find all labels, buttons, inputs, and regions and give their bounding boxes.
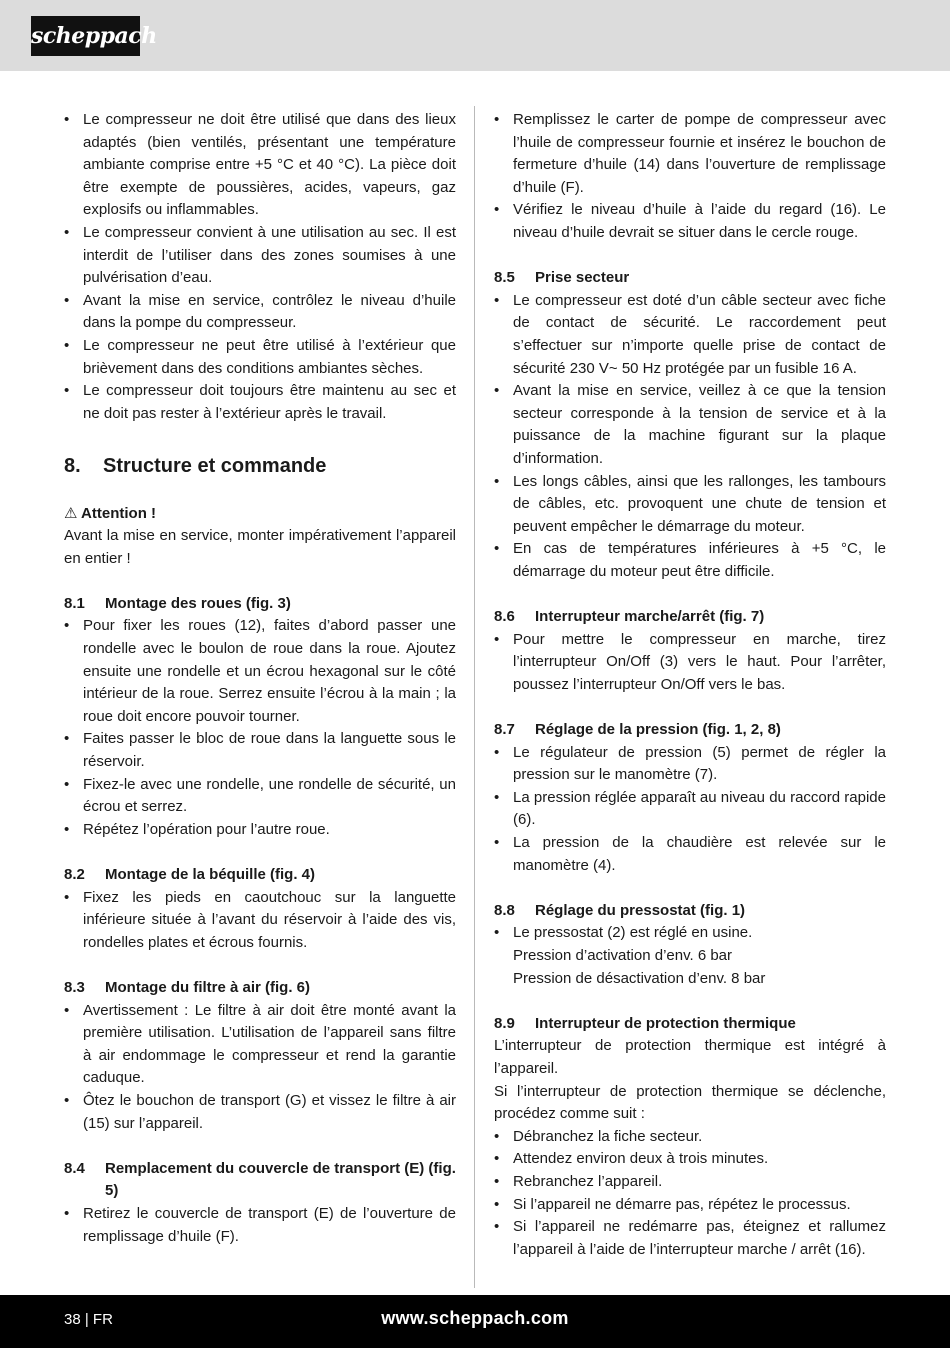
page-footer — [0, 1295, 950, 1348]
list-item: • Retirez le couvercle de transport (E) de l’ouverture de remplissage d’huile (F). — [64, 1203, 456, 1248]
right-column — [494, 109, 886, 1261]
list-item: • Pour fixer les roues (12), faites d’abord passer une rondelle avec le boulon de roue dans la roue. Ajoutez ensuite une rondelle et un écrou hexagonal sur le côté intérieur de la roue. Serrez ensuite l’écrou à la main ; la roue doit encore pouvoir tourner. — [64, 615, 456, 728]
list-item: • Le compresseur doit toujours être maintenu au sec et ne doit pas rester à l’extérieur après le travail. — [64, 380, 456, 425]
list-item: • Avant la mise en service, contrôlez le niveau d’huile dans la pompe du compresseur. — [64, 290, 456, 335]
subsection-list — [494, 922, 886, 990]
subsection-list — [64, 1203, 456, 1248]
list-item: • Pour mettre le compresseur en marche, tirez l’interrupteur On/Off (3) vers le haut. Pour l’arrêter, poussez l’interrupteur On/Off vers le bas. — [494, 629, 886, 697]
list-item: • Le compresseur est doté d’un câble secteur avec fiche de contact de sécurité. Le raccordement peut s’effectuer sur n’importe quelle prise de contact de sécurité 230 V~ 50 Hz protégée par un fusible 16 A. — [494, 290, 886, 380]
list-item: • Attendez environ deux à trois minutes. — [494, 1148, 886, 1171]
list-item: • Le pressostat (2) est réglé en usine. Pression d’activation d’env. 6 bar Pression de désactivation d’env. 8 bar — [494, 922, 886, 990]
paragraph: Si l’interrupteur de protection thermique se déclenche, procédez comme suit : — [494, 1082, 886, 1123]
website-url: www.scheppach.com — [381, 1308, 569, 1328]
intro-list — [64, 109, 456, 425]
attention-label: ⚠ Attention ! — [64, 504, 157, 522]
section-number: 8. — [64, 454, 81, 477]
page-header — [0, 0, 950, 71]
list-item: • Si l’appareil ne redémarre pas, éteignez et rallumez l’appareil à l’aide de l’interrupteur marche / arrêt (16). — [494, 1216, 886, 1261]
subsection-heading: 8.4 Remplacement du couvercle de transport (E) (fig. 5) — [64, 1159, 456, 1200]
list-item: • Le compresseur ne doit être utilisé que dans des lieux adaptés (bien ventilés, présentant une température ambiante comprise entre +5 °C et 40 °C). La pièce doit être exempte de poussières, acides, vapeurs, gaz explosifs ou inflammables. — [64, 109, 456, 222]
list-item: • Remplissez le carter de pompe de compresseur avec l’huile de compresseur fournie et insérez le bouchon de fermeture d’huile (14) dans l’ouverture de remplissage d’huile (F). — [494, 109, 886, 199]
intro-list — [494, 109, 886, 245]
subsection-list — [64, 1000, 456, 1136]
subsection-heading: 8.5 Prise secteur — [494, 269, 630, 287]
subsection-heading: 8.8 Réglage du pressostat (fig. 1) — [494, 901, 746, 919]
section-heading — [64, 452, 456, 480]
list-item: • La pression de la chaudière est relevée sur le manomètre (4). — [494, 832, 886, 877]
attention-text: Avant la mise en service, monter impérativement l’appareil en entier ! — [64, 527, 456, 567]
page-number: 38 | FR — [64, 1311, 113, 1328]
subsection-list — [64, 887, 456, 955]
list-item: • Fixez-le avec une rondelle, une rondelle de sécurité, un écrou et serrez. — [64, 774, 456, 819]
subsection-list — [494, 629, 886, 697]
list-item: • Ôtez le bouchon de transport (G) et vissez le filtre à air (15) sur l’appareil. — [64, 1090, 456, 1135]
left-column — [64, 109, 456, 1248]
subsection-list — [494, 290, 886, 584]
list-item: • Le compresseur convient à une utilisation au sec. Il est interdit de l’utiliser dans des zones soumises à une pulvérisation d’eau. — [64, 222, 456, 290]
subsection-list — [64, 615, 456, 841]
subsection-list — [494, 1126, 886, 1262]
scheppach-logo: scheppach — [31, 16, 140, 56]
subsection-heading: 8.9 Interrupteur de protection thermique — [494, 1014, 796, 1032]
subsection-heading: 8.6 Interrupteur marche/arrêt (fig. 7) — [494, 608, 765, 626]
column-divider — [474, 106, 475, 1288]
list-item: • Le compresseur ne peut être utilisé à l’extérieur que brièvement dans des conditions ambiantes sèches. — [64, 335, 456, 380]
list-item: • Le régulateur de pression (5) permet de régler la pression sur le manomètre (7). — [494, 742, 886, 787]
section-title: Structure et commande — [103, 454, 327, 477]
subsection-heading: 8.3 Montage du filtre à air (fig. 6) — [64, 978, 311, 996]
subsection-heading: 8.2 Montage de la béquille (fig. 4) — [64, 866, 316, 883]
list-item: • Rebranchez l’appareil. — [494, 1171, 886, 1194]
subsection-heading: 8.7 Réglage de la pression (fig. 1, 2, 8) — [494, 721, 781, 739]
list-item: • Répétez l’opération pour l’autre roue. — [64, 819, 456, 842]
list-item: • Vérifiez le niveau d’huile à l’aide du regard (16). Le niveau d’huile devrait se situer dans le cercle rouge. — [494, 199, 886, 244]
subsection-list — [494, 742, 886, 878]
list-item: • Débranchez la fiche secteur. — [494, 1126, 886, 1149]
list-item: • Les longs câbles, ainsi que les rallonges, les tambours de câbles, etc. provoquent une chute de tension et peuvent empêcher le démarrage du moteur. — [494, 471, 886, 539]
list-item: • Avertissement : Le filtre à air doit être monté avant la première utilisation. L’utilisation de l’appareil sans filtre à air endommage le compresseur et rend la garantie caduque. — [64, 1000, 456, 1090]
subsection-heading: 8.1 Montage des roues (fig. 3) — [64, 594, 291, 612]
list-item: • Si l’appareil ne démarre pas, répétez le processus. — [494, 1194, 886, 1217]
paragraph: L’interrupteur de protection thermique est intégré à l’appareil. — [494, 1037, 886, 1077]
list-item: • La pression réglée apparaît au niveau du raccord rapide (6). — [494, 787, 886, 832]
list-item: • Avant la mise en service, veillez à ce que la tension secteur corresponde à la tension de service et à la puissance de la machine figurant sur la plaque d’information. — [494, 380, 886, 470]
list-item: • Faites passer le bloc de roue dans la languette sous le réservoir. — [64, 728, 456, 773]
list-item: • Fixez les pieds en caoutchouc sur la languette inférieure située à l’avant du réservoir à l’aide des vis, rondelles plates et écrous fournis. — [64, 887, 456, 955]
list-item: • En cas de températures inférieures à +5 °C, le démarrage du moteur peut être difficile. — [494, 538, 886, 583]
